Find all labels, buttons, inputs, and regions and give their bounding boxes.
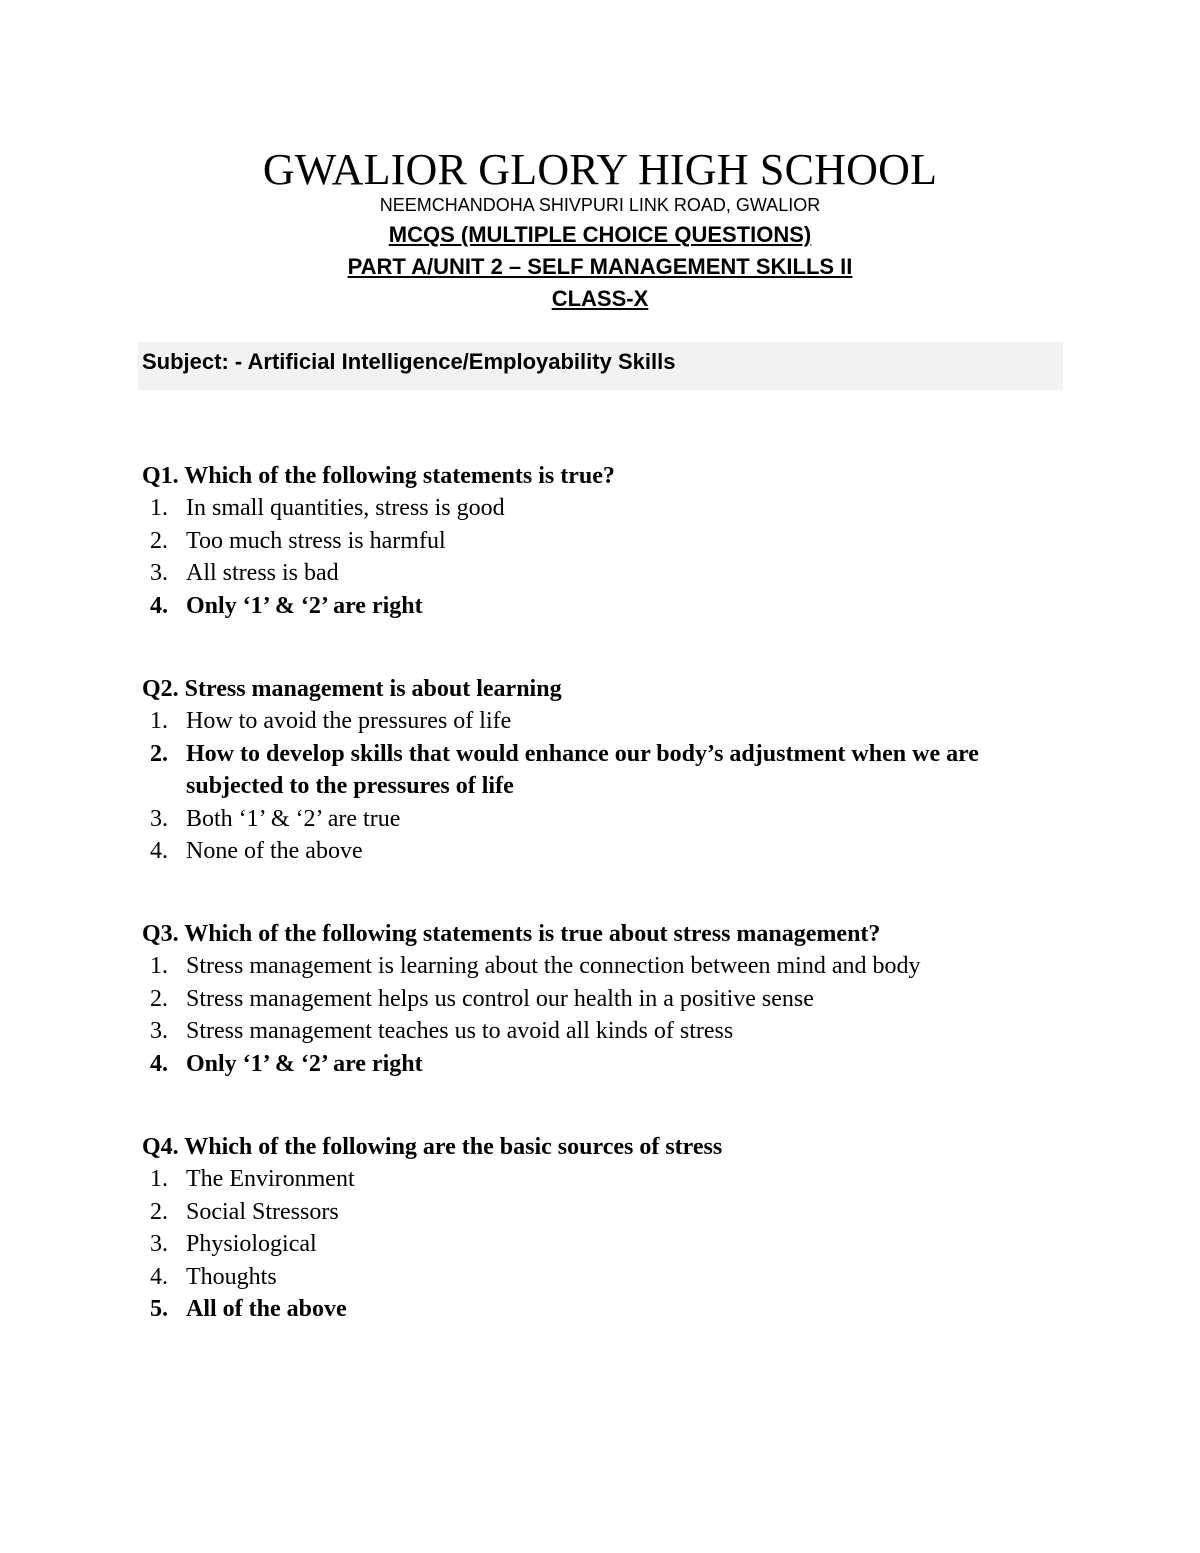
option-number: 2. — [150, 740, 168, 767]
option-text: Both ‘1’ & ‘2’ are true — [186, 805, 401, 832]
option-text: Only ‘1’ & ‘2’ are right — [186, 1050, 423, 1077]
question-text: Q3. Which of the following statements is true about stress management? — [142, 921, 881, 947]
option-item — [142, 590, 1072, 623]
option-text: All stress is bad — [186, 560, 339, 586]
school-name: GWALIOR GLORY HIGH SCHOOL — [262, 145, 938, 194]
option-text: How to avoid the pressures of life — [186, 708, 512, 734]
option-text: Thoughts — [186, 1263, 277, 1290]
option-item — [142, 557, 1072, 590]
option-number: 3. — [150, 1231, 168, 1257]
option-number: 1. — [150, 953, 168, 979]
option-item — [142, 1015, 1072, 1048]
school-address: NEEMCHANDOHA SHIVPURI LINK ROAD, GWALIOR — [379, 195, 821, 215]
option-number: 5. — [150, 1296, 168, 1322]
option-text: Too much stress is harmful — [186, 527, 446, 554]
unit-title: PART A/UNIT 2 – SELF MANAGEMENT SKILLS II — [347, 254, 853, 279]
option-text: All of the above — [186, 1296, 347, 1322]
option-item — [142, 705, 1072, 738]
option-text: In small quantities, stress is good — [186, 495, 505, 521]
option-number: 4. — [150, 1050, 168, 1077]
option-item — [142, 1196, 1072, 1229]
question-block — [142, 1131, 1072, 1326]
option-number: 4. — [150, 1263, 168, 1290]
option-number: 1. — [150, 1166, 168, 1192]
mcq-title: MCQS (MULTIPLE CHOICE QUESTIONS) — [388, 222, 812, 247]
option-text: Physiological — [186, 1231, 317, 1257]
option-text: Stress management is learning about the connection between mind and body — [186, 953, 921, 979]
option-item — [142, 983, 1072, 1016]
option-number: 4. — [150, 592, 168, 619]
option-item — [142, 525, 1072, 558]
question-block — [142, 918, 1072, 1080]
option-text: Only ‘1’ & ‘2’ are right — [186, 592, 423, 619]
question-text: Q4. Which of the following are the basic sources of stress — [142, 1134, 723, 1160]
question-block — [142, 673, 1072, 868]
subject-bar — [138, 342, 1063, 390]
option-item — [142, 950, 1072, 983]
option-number: 3. — [150, 560, 168, 586]
question-text: Q1. Which of the following statements is true? — [142, 463, 615, 489]
option-number: 2. — [150, 527, 168, 554]
option-number: 1. — [150, 495, 168, 521]
option-item — [142, 1048, 1072, 1081]
option-number: 1. — [150, 708, 168, 734]
option-item — [142, 1163, 1072, 1196]
class-title: CLASS-X — [551, 286, 649, 311]
question-block — [142, 460, 1072, 622]
option-item — [142, 1293, 1072, 1326]
question-text: Q2. Stress management is about learning — [142, 676, 562, 702]
option-item — [142, 492, 1072, 525]
option-number: 4. — [150, 838, 168, 864]
option-text: How to develop skills that would enhance our body’s adjustment when we are subjected to the pressures of life — [186, 740, 979, 799]
option-text: Social Stressors — [186, 1198, 339, 1225]
option-item — [142, 738, 1072, 803]
option-text: None of the above — [186, 838, 363, 864]
option-item — [142, 803, 1072, 836]
option-number: 2. — [150, 985, 168, 1012]
option-item — [142, 1228, 1072, 1261]
option-number: 3. — [150, 1018, 168, 1044]
subject-label: Subject: - Artificial Intelligence/Employability Skills — [142, 349, 676, 374]
option-text: The Environment — [186, 1166, 355, 1192]
option-item — [142, 1261, 1072, 1294]
option-number: 3. — [150, 805, 168, 832]
option-text: Stress management teaches us to avoid all kinds of stress — [186, 1018, 734, 1044]
option-item — [142, 835, 1072, 868]
option-number: 2. — [150, 1198, 168, 1225]
option-text: Stress management helps us control our health in a positive sense — [186, 985, 814, 1012]
